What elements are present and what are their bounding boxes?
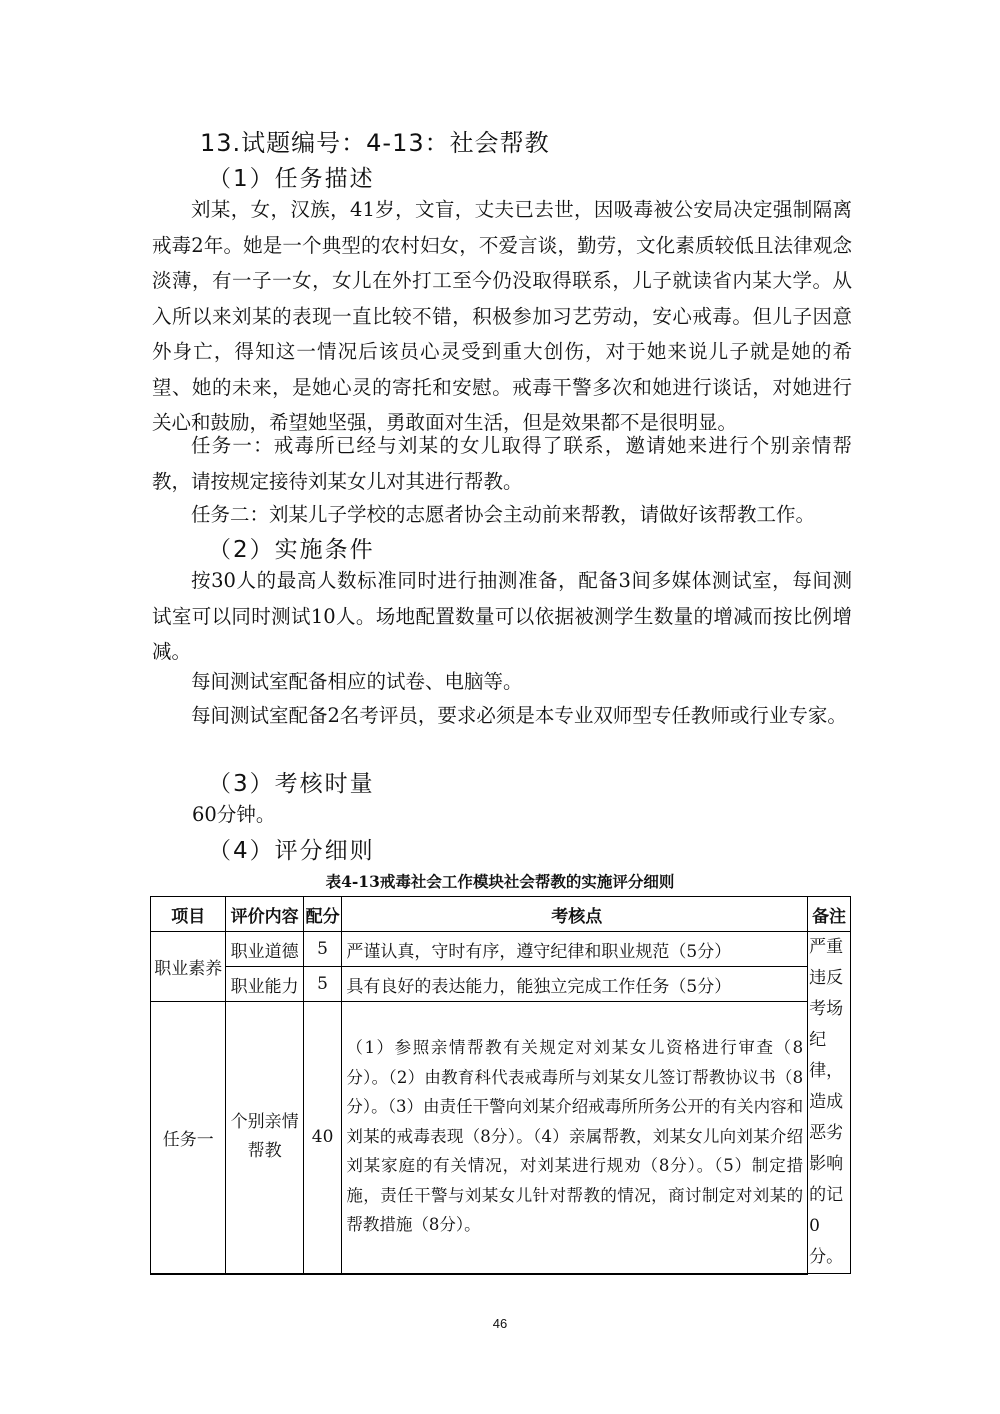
cell-assessment-point: 具有良好的表达能力，能独立完成工作任务（5分） (342, 967, 808, 1002)
cell-assessment-point: （1）参照亲情帮教有关规定对刘某女儿资格进行审查（8分）。（2）由教育科代表戒毒所与刘某女儿签订帮教协议书（8分）。（3）由责任干警向刘某介绍戒毒所所务公开的有关内容和刘某的戒毒表现（8分）。（4）亲属帮教，刘某女儿向刘某介绍刘某家庭的有关情况，对刘某进行规劝（8分）。（5）制定措施，责任干警与刘某女儿针对帮教的情况，商讨制定对刘某的帮教措施（8分）。 (342, 1002, 808, 1274)
table-header-row (151, 897, 851, 932)
scoring-table (150, 896, 851, 1275)
cell-content: 职业能力 (226, 967, 303, 1002)
header-assessment-point: 考核点 (342, 897, 808, 932)
header-note: 备注 (808, 897, 851, 932)
cell-score: 40 (303, 1002, 342, 1274)
group-professional-quality: 职业素养 (151, 932, 226, 1002)
section-conditions: （2）实施条件 (208, 537, 375, 563)
cell-score: 5 (303, 932, 342, 967)
section-task-description: （1）任务描述 (208, 166, 375, 192)
cell-note: 严重违反考场纪律，造成恶劣影响的记0分。 (808, 932, 851, 1274)
question-title: 13.试题编号：4-13：社会帮教 (200, 129, 550, 157)
section-duration: （3）考核时量 (208, 771, 375, 797)
header-score: 配分 (303, 897, 342, 932)
paragraph-examiners: 每间测试室配备2名考评员，要求必须是本专业双师型专任教师或行业专家。 (191, 704, 847, 727)
table-row (151, 967, 851, 1002)
header-content: 评价内容 (226, 897, 303, 932)
paragraph-case: 刘某，女，汉族，41岁，文盲，丈夫已去世，因吸毒被公安局决定强制隔离戒毒2年。她是一个典型的农村妇女，不爱言谈，勤劳，文化素质较低且法律观念淡薄，有一子一女，女儿在外打工至今仍没取得联系，儿子就读省内某大学。从入所以来刘某的表现一直比较不错，积极参加习艺劳动，安心戒毒。但儿子因意外身亡，得知这一情况后该员心灵受到重大创伤，对于她来说儿子就是她的希望、她的未来，是她心灵的寄托和安慰。戒毒干警多次和她进行谈话，对她进行关心和鼓励，希望她坚强，勇敢面对生活，但是效果都不是很明显。 (152, 198, 852, 434)
cell-assessment-point: 严谨认真，守时有序，遵守纪律和职业规范（5分） (342, 932, 808, 967)
table-caption: 表4-13戒毒社会工作模块社会帮教的实施评分细则 (325, 872, 675, 891)
cell-content: 职业道德 (226, 932, 303, 967)
paragraph-task-one: 任务一：戒毒所已经与刘某的女儿取得了联系，邀请她来进行个别亲情帮教，请按规定接待刘某女儿对其进行帮教。 (152, 434, 852, 493)
page-number: 46 (492, 1316, 508, 1331)
paragraph-equipment: 每间测试室配备相应的试卷、电脑等。 (191, 670, 523, 693)
paragraph-task-two: 任务二：刘某儿子学校的志愿者协会主动前来帮教，请做好该帮教工作。 (191, 503, 816, 526)
cell-score: 5 (303, 967, 342, 1002)
section-scoring: （4）评分细则 (208, 838, 375, 864)
table-row (151, 932, 851, 967)
cell-content: 个别亲情帮教 (226, 1002, 303, 1274)
header-item: 项目 (151, 897, 226, 932)
paragraph-duration: 60分钟。 (192, 803, 276, 826)
group-task-one: 任务一 (151, 1002, 226, 1274)
table-row (151, 1002, 851, 1274)
paragraph-venue: 按30人的最高人数标准同时进行抽测准备，配备3间多媒体测试室，每间测试室可以同时测试10人。场地配置数量可以依据被测学生数量的增减而按比例增减。 (152, 569, 852, 663)
